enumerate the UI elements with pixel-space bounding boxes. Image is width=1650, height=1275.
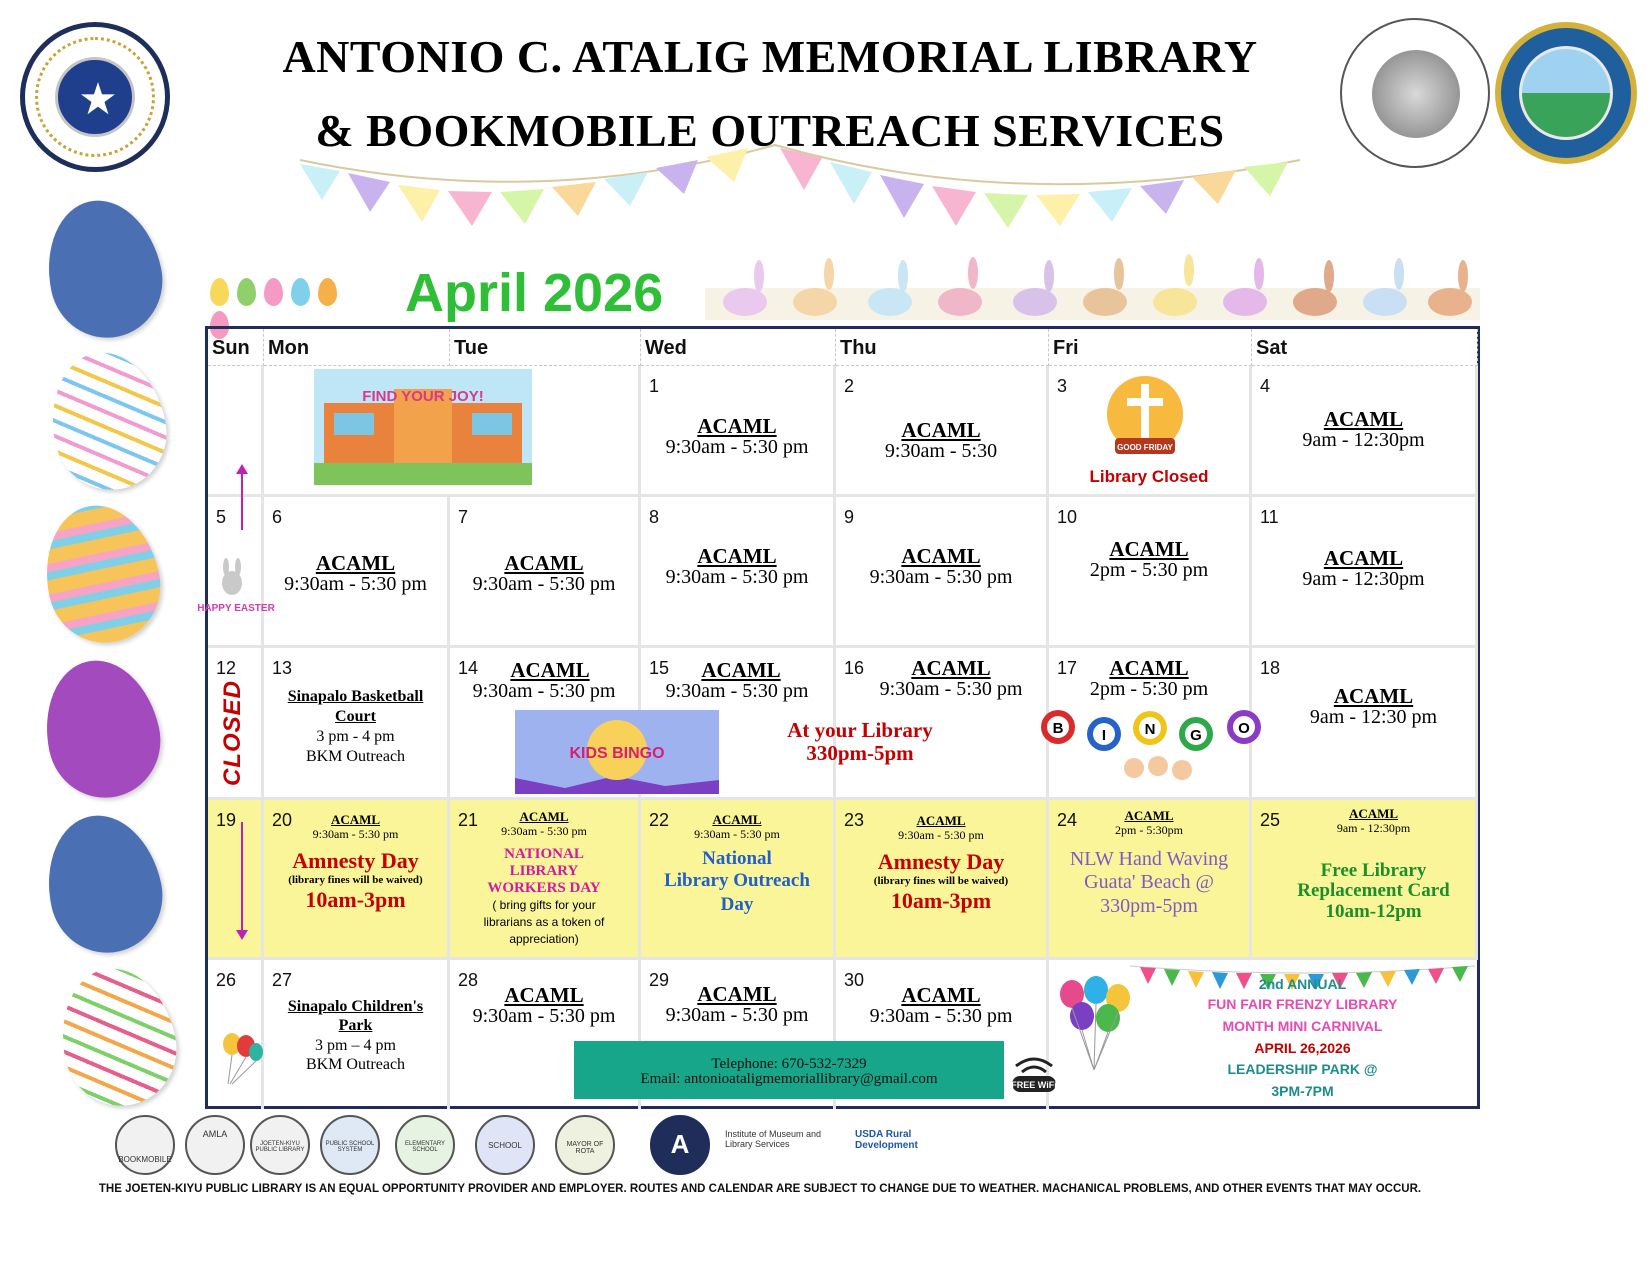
weekday-header-fri: Fri bbox=[1049, 329, 1252, 366]
location-title: ACAML bbox=[510, 658, 590, 682]
open-hours: 9:30am - 5:30 pm bbox=[869, 1005, 1013, 1027]
kids-bingo-label: KIDS BINGO bbox=[569, 745, 665, 762]
day-number: 27 bbox=[272, 970, 293, 990]
day-number: 8 bbox=[649, 507, 660, 527]
usda-logo: USDA Rural Development bbox=[855, 1129, 918, 1151]
bingo-balls-image bbox=[1038, 708, 1270, 786]
location-title: ACAML bbox=[1348, 806, 1399, 821]
library-seal-emblem bbox=[1372, 50, 1460, 138]
rota-seal-emblem bbox=[1519, 46, 1613, 140]
calendar-day bbox=[1049, 800, 1252, 960]
carnival-line5: LEADERSHIP PARK @ bbox=[1227, 1061, 1378, 1077]
calendar-day bbox=[450, 497, 641, 648]
location-title: ACAML bbox=[504, 551, 584, 575]
location-title: ACAML bbox=[911, 656, 991, 680]
day-number: 14 bbox=[458, 658, 479, 678]
open-hours: 9:30am - 5:30 pm bbox=[879, 678, 1023, 700]
open-hours: 2pm - 5:30 pm bbox=[1089, 559, 1209, 581]
easter-egg-icon bbox=[33, 495, 171, 653]
workers-day-note-line3: appreciation) bbox=[509, 932, 579, 946]
open-hours: 9:30am - 5:30 pm bbox=[665, 566, 809, 588]
telephone-text: Telephone: 670-532-7329 bbox=[711, 1056, 867, 1072]
open-hours: 9am - 12:30pm bbox=[1302, 429, 1425, 451]
day-number: 2 bbox=[844, 376, 855, 396]
open-hours: 9am - 12:30pm bbox=[1302, 568, 1425, 590]
calendar-day bbox=[1252, 648, 1478, 800]
outreach-note: BKM Outreach bbox=[305, 1056, 406, 1073]
star-icon: ★ bbox=[78, 74, 118, 125]
good-friday-label: GOOD FRIDAY bbox=[1117, 443, 1173, 452]
day-number: 6 bbox=[272, 507, 283, 527]
bingo-event-time: 330pm-5pm bbox=[806, 741, 914, 765]
location-title: ACAML bbox=[697, 414, 777, 438]
carnival-line4: APRIL 26,2026 bbox=[1254, 1040, 1351, 1056]
bingo-letter: G bbox=[1190, 727, 1202, 744]
open-hours: 9:30am - 5:30 bbox=[884, 440, 998, 462]
day-number: 24 bbox=[1057, 810, 1078, 830]
happy-easter-label: HAPPY EASTER bbox=[197, 603, 275, 614]
closed-label bbox=[211, 679, 251, 788]
day-number: 28 bbox=[458, 970, 479, 990]
calendar-day bbox=[197, 497, 275, 648]
calendar-day bbox=[1049, 366, 1252, 497]
closed-text: CLOSED bbox=[219, 679, 246, 786]
location-title: ACAML bbox=[1323, 407, 1404, 431]
rota-mayor-logo: MAYOR OF ROTA bbox=[555, 1115, 615, 1175]
location-title: ACAML bbox=[330, 812, 381, 827]
replacement-card-event-line3: 10am-12pm bbox=[1325, 901, 1422, 922]
day-number: 3 bbox=[1057, 376, 1068, 396]
amla-logo: AMLA bbox=[185, 1115, 245, 1175]
mini-easter-eggs bbox=[210, 278, 370, 312]
carnival-line6: 3PM-7PM bbox=[1271, 1083, 1334, 1099]
calendar-day bbox=[836, 800, 1049, 960]
amnesty-day-event: Amnesty Day bbox=[877, 849, 1005, 874]
location-title: ACAML bbox=[901, 983, 981, 1007]
event-time: 10am-3pm bbox=[305, 887, 406, 912]
carnival-line3: MONTH MINI CARNIVAL bbox=[1222, 1018, 1383, 1034]
location-title: ACAML bbox=[315, 551, 396, 575]
workers-day-event-line3: WORKERS DAY bbox=[487, 880, 601, 896]
open-hours: 9:30am - 5:30 pm bbox=[472, 1005, 616, 1027]
day-number: 15 bbox=[649, 658, 670, 678]
calendar-day bbox=[1252, 366, 1478, 497]
easter-egg-icon bbox=[33, 650, 171, 808]
americorps-logo: A bbox=[650, 1115, 710, 1175]
calendar-day bbox=[264, 648, 450, 800]
open-hours: 9:30am - 5:30 pm bbox=[472, 680, 616, 702]
public-school-system-logo: PUBLIC SCHOOL SYSTEM bbox=[320, 1115, 380, 1175]
replacement-card-event-line2: Replacement Card bbox=[1297, 880, 1450, 901]
arrow-line bbox=[241, 822, 243, 932]
amnesty-note: (library fines will be waived) bbox=[873, 875, 1009, 887]
weekday-header-thu: Thu bbox=[836, 329, 1049, 366]
kids-bingo-image bbox=[515, 710, 719, 794]
location-title: ACAML bbox=[1109, 537, 1189, 561]
location-title: ACAML bbox=[697, 544, 777, 568]
day-number: 13 bbox=[272, 658, 293, 678]
day-number: 17 bbox=[1057, 658, 1078, 678]
open-hours: 9:30am - 5:30 pm bbox=[312, 827, 399, 841]
calendar-day bbox=[836, 366, 1049, 497]
page-title-line2: & BOOKMOBILE OUTREACH SERVICES bbox=[315, 105, 1225, 156]
easter-egg-icon bbox=[35, 805, 173, 963]
day-number: 5 bbox=[216, 507, 227, 527]
day-number: 25 bbox=[1260, 810, 1281, 830]
bingo-letter: O bbox=[1238, 720, 1250, 737]
day-number: 19 bbox=[216, 810, 237, 830]
happy-easter-bunny-icon bbox=[197, 561, 275, 631]
workers-day-event-line2: LIBRARY bbox=[509, 863, 579, 879]
find-your-joy-image bbox=[314, 369, 532, 485]
day-number: 10 bbox=[1057, 507, 1078, 527]
outreach-location: Sinapalo Basketball bbox=[287, 688, 424, 705]
hand-waving-event-line2: Guata' Beach @ bbox=[1084, 871, 1214, 893]
open-hours: 9:30am - 5:30 pm bbox=[694, 827, 780, 841]
outreach-day-event-line3: Day bbox=[720, 894, 754, 915]
outreach-time: 3 pm – 4 pm bbox=[315, 1037, 396, 1054]
arrow-line bbox=[241, 472, 243, 530]
outreach-location: Sinapalo Children's bbox=[287, 998, 424, 1015]
hand-waving-event-line1: NLW Hand Waving bbox=[1069, 848, 1229, 870]
day-number: 21 bbox=[458, 810, 479, 830]
day-number: 29 bbox=[649, 970, 670, 990]
calendar-day bbox=[1252, 497, 1478, 648]
event-time: 10am-3pm bbox=[890, 888, 992, 913]
calendar-day bbox=[641, 497, 836, 648]
open-hours: 9:30am - 5:30 pm bbox=[472, 573, 616, 595]
open-hours: 9:30am - 5:30 pm bbox=[501, 824, 587, 838]
location-title: ACAML bbox=[712, 812, 762, 827]
good-friday-cross-icon bbox=[1101, 374, 1189, 462]
calendar-day bbox=[1049, 497, 1252, 648]
easter-egg-icon bbox=[35, 190, 173, 348]
open-hours: 2pm - 5:30pm bbox=[1115, 823, 1183, 837]
day-number: 18 bbox=[1260, 658, 1281, 678]
school-logo: SCHOOL bbox=[475, 1115, 535, 1175]
bingo-letter: I bbox=[1101, 727, 1107, 744]
replacement-card-event-line1: Free Library bbox=[1320, 860, 1427, 881]
calendar-day bbox=[1252, 800, 1478, 960]
bookmobile-logo: BOOKMOBILE bbox=[115, 1115, 175, 1175]
email-text[interactable]: Email: antonioataligmemoriallibrary@gmail.com bbox=[640, 1071, 938, 1087]
open-hours: 9:30am - 5:30 pm bbox=[665, 680, 809, 702]
calendar-day-empty bbox=[208, 366, 264, 497]
amnesty-day-event: Amnesty Day bbox=[292, 848, 419, 873]
weekday-header-mon: Mon bbox=[264, 329, 450, 366]
easter-egg-icon bbox=[49, 958, 187, 1116]
bingo-letter: N bbox=[1144, 721, 1156, 738]
open-hours: 2pm - 5:30 pm bbox=[1089, 678, 1209, 700]
arrow-down-icon bbox=[236, 930, 248, 940]
imls-logo: Institute of Museum and Library Services bbox=[725, 1129, 822, 1149]
outreach-note: BKM Outreach bbox=[305, 748, 406, 765]
joeten-kiyu-library-logo: JOETEN-KIYU PUBLIC LIBRARY bbox=[250, 1115, 310, 1175]
open-hours: 9am - 12:30 pm bbox=[1309, 706, 1438, 728]
library-seal-logo bbox=[1340, 18, 1490, 168]
calendar-day bbox=[264, 800, 450, 960]
library-closed-note: Library Closed bbox=[1089, 467, 1209, 486]
day-number: 26 bbox=[216, 970, 237, 990]
day-number: 16 bbox=[844, 658, 865, 678]
workers-day-note-line2: librarians as a token of bbox=[483, 915, 605, 929]
location-title: ACAML bbox=[1323, 546, 1404, 570]
page-title-line1: ANTONIO C. ATALIG MEMORIAL LIBRARY bbox=[282, 31, 1258, 82]
workers-day-event-line1: NATIONAL bbox=[504, 846, 584, 862]
bingo-event-title: At your Library bbox=[787, 718, 933, 742]
month-title: April 2026 bbox=[405, 263, 664, 323]
location-title: ACAML bbox=[1333, 684, 1414, 708]
open-hours: 9:30am - 5:30 pm bbox=[869, 566, 1013, 588]
day-number: 11 bbox=[1260, 507, 1279, 527]
day-number: 9 bbox=[844, 507, 855, 527]
calendar-day bbox=[264, 960, 450, 1109]
elementary-school-logo: ELEMENTARY SCHOOL bbox=[395, 1115, 455, 1175]
open-hours: 9:30am - 5:30 pm bbox=[665, 436, 809, 458]
partner-logos bbox=[110, 1115, 960, 1180]
location-title: ACAML bbox=[519, 809, 569, 824]
outreach-time: 3 pm - 4 pm bbox=[316, 728, 395, 745]
outreach-day-event-line2: Library Outreach bbox=[664, 870, 810, 891]
location-title: ACAML bbox=[504, 983, 584, 1007]
carnival-line2: FUN FAIR FRENZY LIBRARY bbox=[1207, 996, 1398, 1012]
wifi-label: FREE WiFi bbox=[1011, 1080, 1057, 1090]
weekday-header-wed: Wed bbox=[641, 329, 836, 366]
outreach-day-event-line1: National bbox=[702, 848, 772, 869]
weekday-header-tue: Tue bbox=[450, 329, 641, 366]
footer-disclaimer: THE JOETEN-KIYU PUBLIC LIBRARY IS AN EQUAL OPPORTUNITY PROVIDER AND EMPLOYER. ROUTES AND CALENDAR ARE SUBJECT TO CHANGE DUE TO WEATHER. MACHANICAL PROBLEMS, AND OTHER EVENTS THAT MAY OCCUR. bbox=[98, 1183, 1422, 1195]
location-title: ACAML bbox=[901, 418, 981, 442]
workers-day-note-line1: ( bring gifts for your bbox=[492, 898, 596, 912]
open-hours: 9:30am - 5:30 pm bbox=[284, 573, 427, 595]
open-hours: 9:30am - 5:30 pm bbox=[665, 1004, 809, 1026]
calendar-day bbox=[836, 497, 1049, 648]
calendar-day bbox=[208, 960, 264, 1109]
location-title: ACAML bbox=[697, 982, 777, 1006]
outreach-location-cont: Court bbox=[335, 708, 376, 725]
day-number: 7 bbox=[458, 507, 469, 527]
contact-info-box bbox=[574, 1041, 1004, 1099]
open-hours: 9:30am - 5:30 pm bbox=[898, 828, 984, 842]
weekday-header-sun: Sun bbox=[208, 329, 264, 366]
carnival-line1: 2nd ANNUAL bbox=[1258, 976, 1347, 992]
day-number: 30 bbox=[844, 970, 865, 990]
calendar-day bbox=[641, 366, 836, 497]
location-title: ACAML bbox=[1124, 808, 1174, 823]
day-number: 22 bbox=[649, 810, 670, 830]
rota-mayor-seal bbox=[1495, 22, 1637, 164]
weekday-header-sat: Sat bbox=[1252, 329, 1478, 366]
location-title: ACAML bbox=[916, 813, 966, 828]
day-number: 1 bbox=[649, 376, 660, 396]
location-title: ACAML bbox=[701, 658, 781, 682]
open-hours: 9am - 12:30pm bbox=[1336, 821, 1411, 835]
calendar-day bbox=[641, 800, 836, 960]
bingo-letter: B bbox=[1052, 720, 1064, 737]
balloons-icon bbox=[218, 1030, 264, 1086]
find-your-joy-label: FIND YOUR JOY! bbox=[362, 388, 484, 405]
location-title: ACAML bbox=[1109, 656, 1189, 680]
day-number: 4 bbox=[1260, 376, 1271, 396]
bunny-border-decoration bbox=[705, 258, 1480, 320]
day-number: 20 bbox=[272, 810, 293, 830]
carnival-announcement bbox=[1050, 962, 1475, 1104]
easter-egg-icon bbox=[39, 342, 177, 500]
amnesty-note: (library fines will be waived) bbox=[288, 874, 423, 886]
day-number: 23 bbox=[844, 810, 865, 830]
calendar-day bbox=[450, 800, 641, 960]
location-title: ACAML bbox=[901, 544, 981, 568]
pennant-bunting bbox=[300, 140, 1310, 270]
calendar-day bbox=[208, 648, 264, 800]
outreach-location-cont: Park bbox=[338, 1017, 373, 1034]
day-number: 12 bbox=[216, 658, 237, 678]
calendar-day-empty bbox=[264, 366, 641, 497]
hand-waving-event-line3: 330pm-5pm bbox=[1100, 895, 1198, 917]
calendar-day bbox=[264, 497, 450, 648]
